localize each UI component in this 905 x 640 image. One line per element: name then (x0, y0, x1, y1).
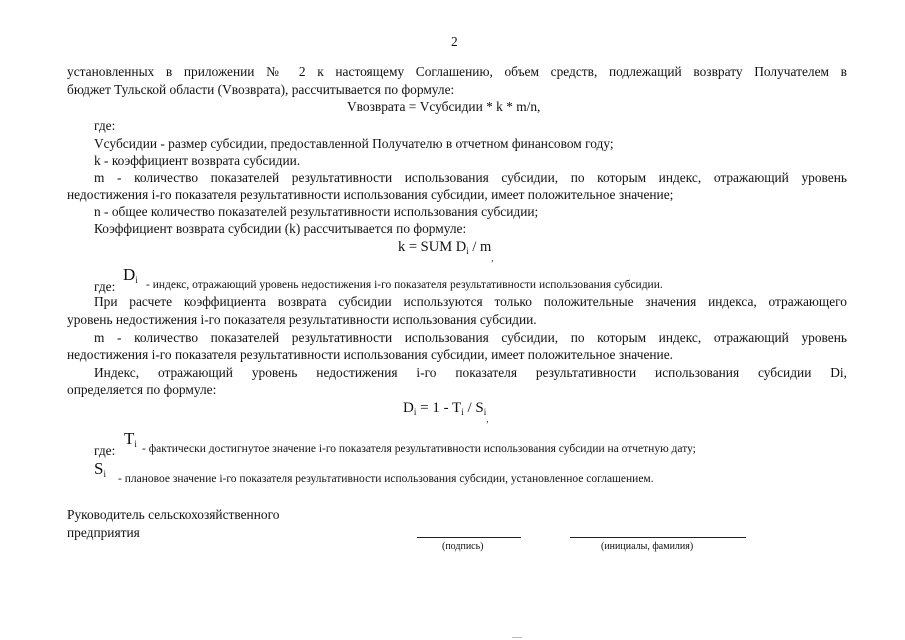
ti-symbol: $T_i$ (124, 429, 137, 449)
name-line (570, 537, 746, 538)
page-number: 2 (451, 34, 458, 49)
definition-m2-line2: недостижения i-го показателя результативности использования субсидии, имеет положительное значение. (67, 347, 674, 362)
where-label: где: (94, 279, 116, 294)
index-intro-line1: Индекс, отражающий уровень недостижения i-го показателя результативности использования субсидии Di, (94, 365, 847, 380)
definition-vsub: Vсубсидии - размер субсидии, предоставленной Получателю в отчетном финансовом году; (94, 136, 614, 151)
di-symbol: $D_i$ (123, 265, 138, 285)
formula-return-volume: Vвозврата = Vсубсидии * k * m/n, (347, 99, 541, 114)
definition-ti: - фактически достигнутое значение i-го показателя результативности использования субсидии на отчетную дату; (142, 443, 696, 455)
paragraph-line: бюджет Тульской области (Vвозврата), рассчитывается по формуле: (67, 82, 455, 97)
formula-k: k = SUM $D_i / m_,$ (398, 239, 494, 263)
signatory-title: Руководитель сельскохозяйственного (67, 507, 280, 522)
name-caption: (инициалы, фамилия) (601, 541, 694, 552)
signature-line (417, 537, 521, 538)
definition-n: n - общее количество показателей результативности использования субсидии; (94, 204, 539, 219)
where-label: где: (94, 443, 116, 458)
definition-m2-line1: m - количество показателей результативности использования субсидии, по которым индекс, отражающий уровень (94, 330, 847, 345)
paragraph-line: уровень недостижения i-го показателя результативности использования субсидии. (67, 312, 537, 327)
formula-di: $D_i = 1 - T_i / S_{i,}$ (403, 400, 489, 424)
paragraph-line: установленных в приложении № 2 к настоящему Соглашению, объем средств, подлежащий возврату Получателем в (67, 64, 847, 79)
definition-m-line2: недостижения i-го показателя результативности использования субсидии, имеет положительное значение; (67, 187, 674, 202)
definition-m-line1: m - количество показателей результативности использования субсидии, по которым индекс, отражающий уровень (94, 170, 847, 185)
k-intro: Коэффициент возврата субсидии (k) рассчитывается по формуле: (94, 221, 467, 236)
definition-k: k - коэффициент возврата субсидии. (94, 153, 301, 168)
index-intro-line2: определяется по формуле: (67, 382, 217, 397)
si-symbol: $S_i$ (94, 459, 106, 479)
paragraph-line: При расчете коэффициента возврата субсидии используются только положительные значения индекса, отражающего (94, 294, 847, 309)
signature-caption: (подпись) (442, 541, 484, 552)
page-edge-mark (512, 637, 522, 638)
where-label: где: (94, 118, 116, 133)
definition-di: - индекс, отражающий уровень недостижения i-го показателя результативности использования субсидии. (146, 279, 663, 291)
definition-si: - плановое значение i-го показателя результативности использования субсидии, установленное соглашением. (118, 473, 654, 485)
signatory-title: предприятия (67, 525, 140, 540)
